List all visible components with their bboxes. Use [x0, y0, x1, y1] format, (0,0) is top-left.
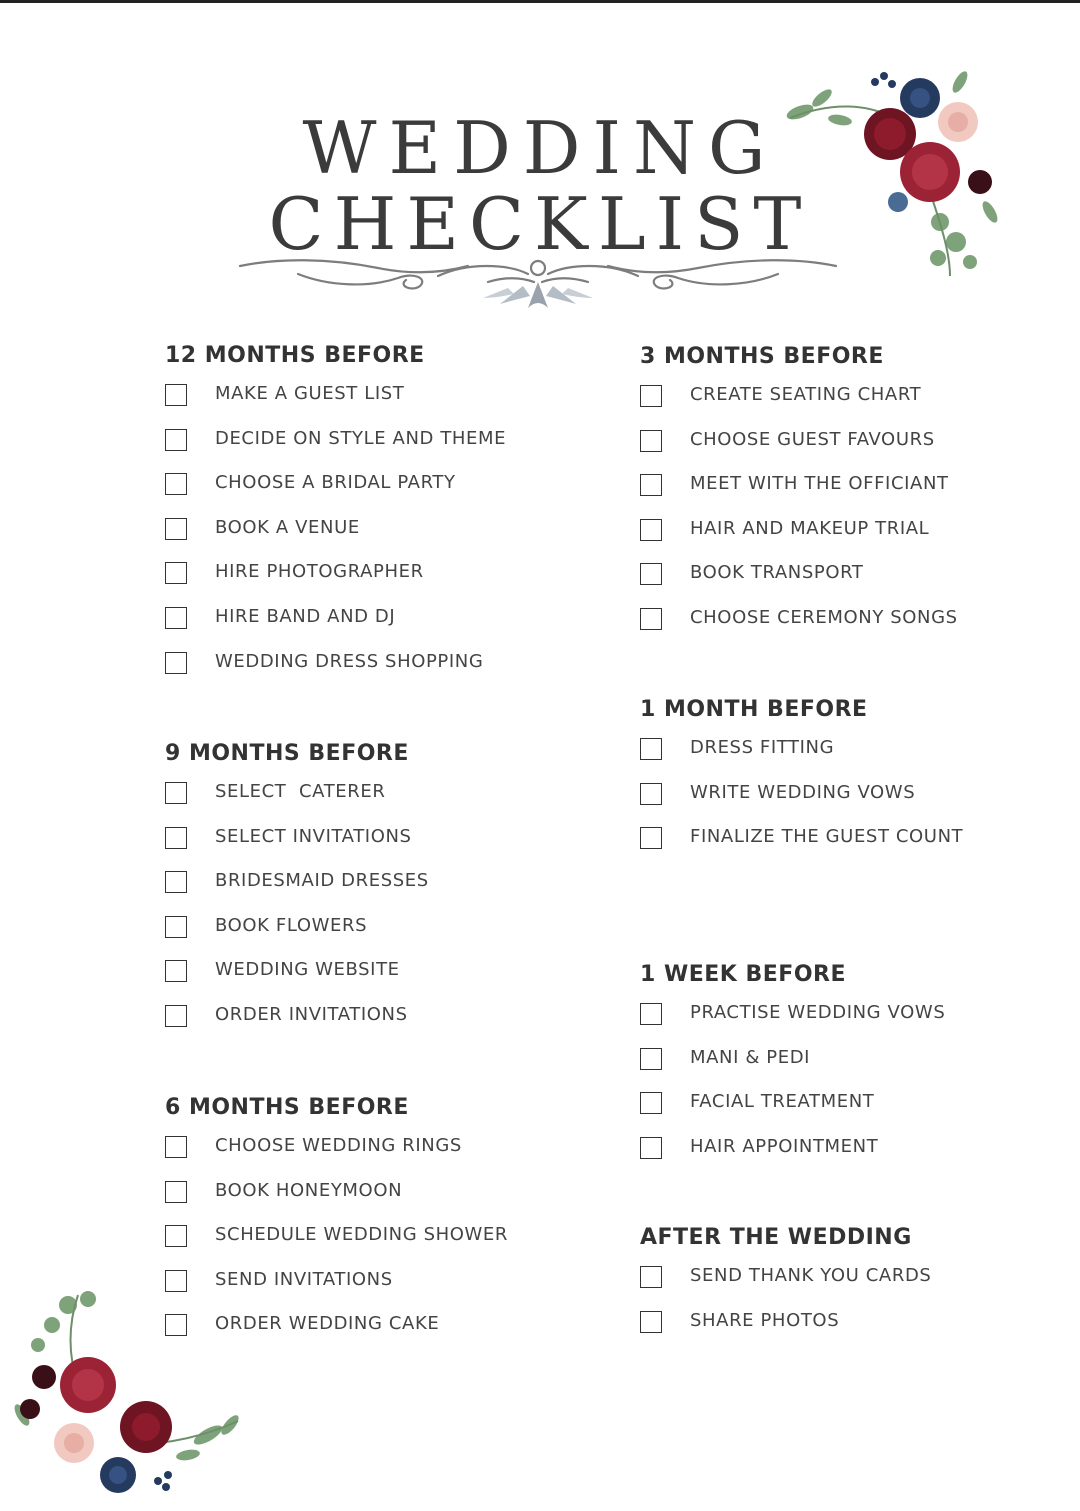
checkbox[interactable]: [165, 871, 187, 893]
checklist-item[interactable]: [640, 384, 1060, 432]
item-label: SEND INVITATIONS: [215, 1268, 393, 1290]
item-label: DECIDE ON STYLE AND THEME: [215, 427, 507, 449]
item-label: WRITE WEDDING VOWS: [690, 781, 916, 803]
checklist-item[interactable]: [165, 472, 585, 520]
item-label: BOOK TRANSPORT: [690, 562, 864, 584]
item-label: HIRE BAND AND DJ: [215, 605, 396, 627]
checkbox[interactable]: [165, 1270, 187, 1292]
item-label: PRACTISE WEDDING VOWS: [690, 1002, 946, 1023]
item-label: WEDDING WEBSITE: [215, 959, 400, 981]
item-label: CHOOSE GUEST FAVOURS: [690, 428, 935, 450]
checklist-item[interactable]: [165, 1224, 585, 1272]
item-label: SELECT CATERER: [215, 781, 386, 802]
checklist-item[interactable]: [165, 959, 585, 1007]
item-label: MANI & PEDI: [690, 1046, 811, 1068]
checklist-item[interactable]: [640, 1091, 1060, 1139]
checklist-item[interactable]: [165, 781, 585, 829]
checkbox[interactable]: [640, 1092, 662, 1114]
checkbox[interactable]: [640, 385, 662, 407]
checkbox[interactable]: [640, 1048, 662, 1070]
section-heading: 1 WEEK BEFORE: [640, 962, 846, 987]
checklist-item[interactable]: [640, 517, 1060, 566]
checkbox[interactable]: [640, 608, 662, 630]
item-label: BOOK FLOWERS: [215, 914, 368, 936]
item-label: ORDER WEDDING CAKE: [215, 1313, 440, 1335]
checklist-item[interactable]: [640, 781, 1060, 830]
checklist-item[interactable]: [165, 914, 585, 963]
item-label: BRIDESMAID DRESSES: [215, 870, 429, 892]
checkbox[interactable]: [165, 473, 187, 495]
checklist-item[interactable]: [165, 605, 585, 654]
section-heading: 1 MONTH BEFORE: [640, 697, 868, 722]
checklist-item[interactable]: [640, 562, 1060, 610]
checklist-item[interactable]: [640, 1265, 1060, 1313]
checklist-item[interactable]: [165, 650, 585, 699]
checklist-item[interactable]: [640, 428, 1060, 477]
item-label: CREATE SEATING CHART: [690, 384, 922, 405]
checklist-item[interactable]: [165, 383, 585, 431]
checklist-item[interactable]: [165, 1003, 585, 1052]
section-12-months: [165, 342, 585, 698]
checklist-item[interactable]: [165, 561, 585, 609]
checkbox[interactable]: [165, 782, 187, 804]
checklist-item[interactable]: [640, 826, 1060, 874]
item-label: SHARE PHOTOS: [690, 1309, 840, 1331]
section-heading: AFTER THE WEDDING: [640, 1225, 912, 1250]
item-label: CHOOSE CEREMONY SONGS: [690, 606, 958, 628]
item-label: MEET WITH THE OFFICIANT: [690, 473, 949, 495]
checkbox[interactable]: [640, 1003, 662, 1025]
item-label: DRESS FITTING: [690, 737, 835, 758]
section-3-months: [640, 343, 1060, 655]
section-heading: 3 MONTHS BEFORE: [640, 344, 884, 369]
item-label: CHOOSE WEDDING RINGS: [215, 1135, 462, 1156]
item-label: MAKE A GUEST LIST: [215, 383, 405, 404]
item-label: WEDDING DRESS SHOPPING: [215, 650, 484, 672]
item-label: FINALIZE THE GUEST COUNT: [690, 826, 964, 848]
checkbox[interactable]: [165, 1225, 187, 1247]
checkbox[interactable]: [640, 1137, 662, 1159]
checkbox[interactable]: [165, 384, 187, 406]
checkbox[interactable]: [165, 518, 187, 540]
checklist-item[interactable]: [640, 473, 1060, 521]
section-1-month: [640, 696, 1060, 874]
section-heading: 6 MONTHS BEFORE: [165, 1095, 409, 1120]
checkbox[interactable]: [165, 652, 187, 674]
item-label: FACIAL TREATMENT: [690, 1091, 875, 1113]
page-title-line-2: CHECKLIST: [268, 182, 812, 266]
checkbox[interactable]: [165, 1005, 187, 1027]
checklist-item[interactable]: [640, 1002, 1060, 1050]
checkbox[interactable]: [165, 827, 187, 849]
item-label: SELECT INVITATIONS: [215, 825, 412, 847]
checkbox[interactable]: [165, 916, 187, 938]
item-label: HIRE PHOTOGRAPHER: [215, 561, 424, 583]
checkbox[interactable]: [640, 1311, 662, 1333]
checklist-item[interactable]: [640, 1309, 1060, 1358]
section-9-months: [165, 740, 585, 1052]
checkbox[interactable]: [640, 430, 662, 452]
section-6-months: [165, 1094, 585, 1361]
checklist-item[interactable]: [640, 737, 1060, 785]
checklist-item[interactable]: [165, 1179, 585, 1228]
checklist-item[interactable]: [165, 1135, 585, 1183]
section-heading: 12 MONTHS BEFORE: [165, 343, 425, 368]
checkbox[interactable]: [640, 563, 662, 585]
item-label: HAIR AND MAKEUP TRIAL: [690, 517, 930, 539]
top-border-line: [0, 0, 1080, 3]
checkbox[interactable]: [165, 607, 187, 629]
section-heading: 9 MONTHS BEFORE: [165, 741, 409, 766]
checkbox[interactable]: [640, 738, 662, 760]
section-after-wedding: [640, 1224, 1060, 1357]
item-label: BOOK HONEYMOON: [215, 1179, 403, 1201]
checkbox[interactable]: [640, 827, 662, 849]
checklist-item[interactable]: [640, 606, 1060, 655]
page-title-line-1: WEDDING: [302, 106, 778, 190]
checkbox[interactable]: [165, 1181, 187, 1203]
checkbox[interactable]: [640, 783, 662, 805]
item-label: SEND THANK YOU CARDS: [690, 1265, 932, 1286]
checklist-item[interactable]: [640, 1046, 1060, 1095]
item-label: CHOOSE A BRIDAL PARTY: [215, 472, 456, 494]
checkbox[interactable]: [165, 429, 187, 451]
checklist-item[interactable]: [165, 427, 585, 476]
section-1-week: [640, 961, 1060, 1183]
floral-bouquet-top-right: [780, 62, 1020, 282]
item-label: HAIR APPOINTMENT: [690, 1135, 879, 1157]
checkbox[interactable]: [165, 562, 187, 584]
checkbox[interactable]: [165, 960, 187, 982]
item-label: SCHEDULE WEDDING SHOWER: [215, 1224, 509, 1246]
checklist-item[interactable]: [165, 1313, 585, 1361]
item-label: ORDER INVITATIONS: [215, 1003, 408, 1025]
checkbox[interactable]: [640, 474, 662, 496]
checklist-item[interactable]: [165, 825, 585, 874]
checkbox[interactable]: [640, 519, 662, 541]
item-label: BOOK A VENUE: [215, 516, 360, 538]
checklist-item[interactable]: [640, 1135, 1060, 1184]
checkbox[interactable]: [165, 1314, 187, 1336]
checkbox[interactable]: [165, 1136, 187, 1158]
checkbox[interactable]: [640, 1266, 662, 1288]
checklist-item[interactable]: [165, 516, 585, 565]
ornamental-flourish-divider: [238, 252, 838, 312]
checklist-item[interactable]: [165, 870, 585, 918]
checklist-item[interactable]: [165, 1268, 585, 1317]
